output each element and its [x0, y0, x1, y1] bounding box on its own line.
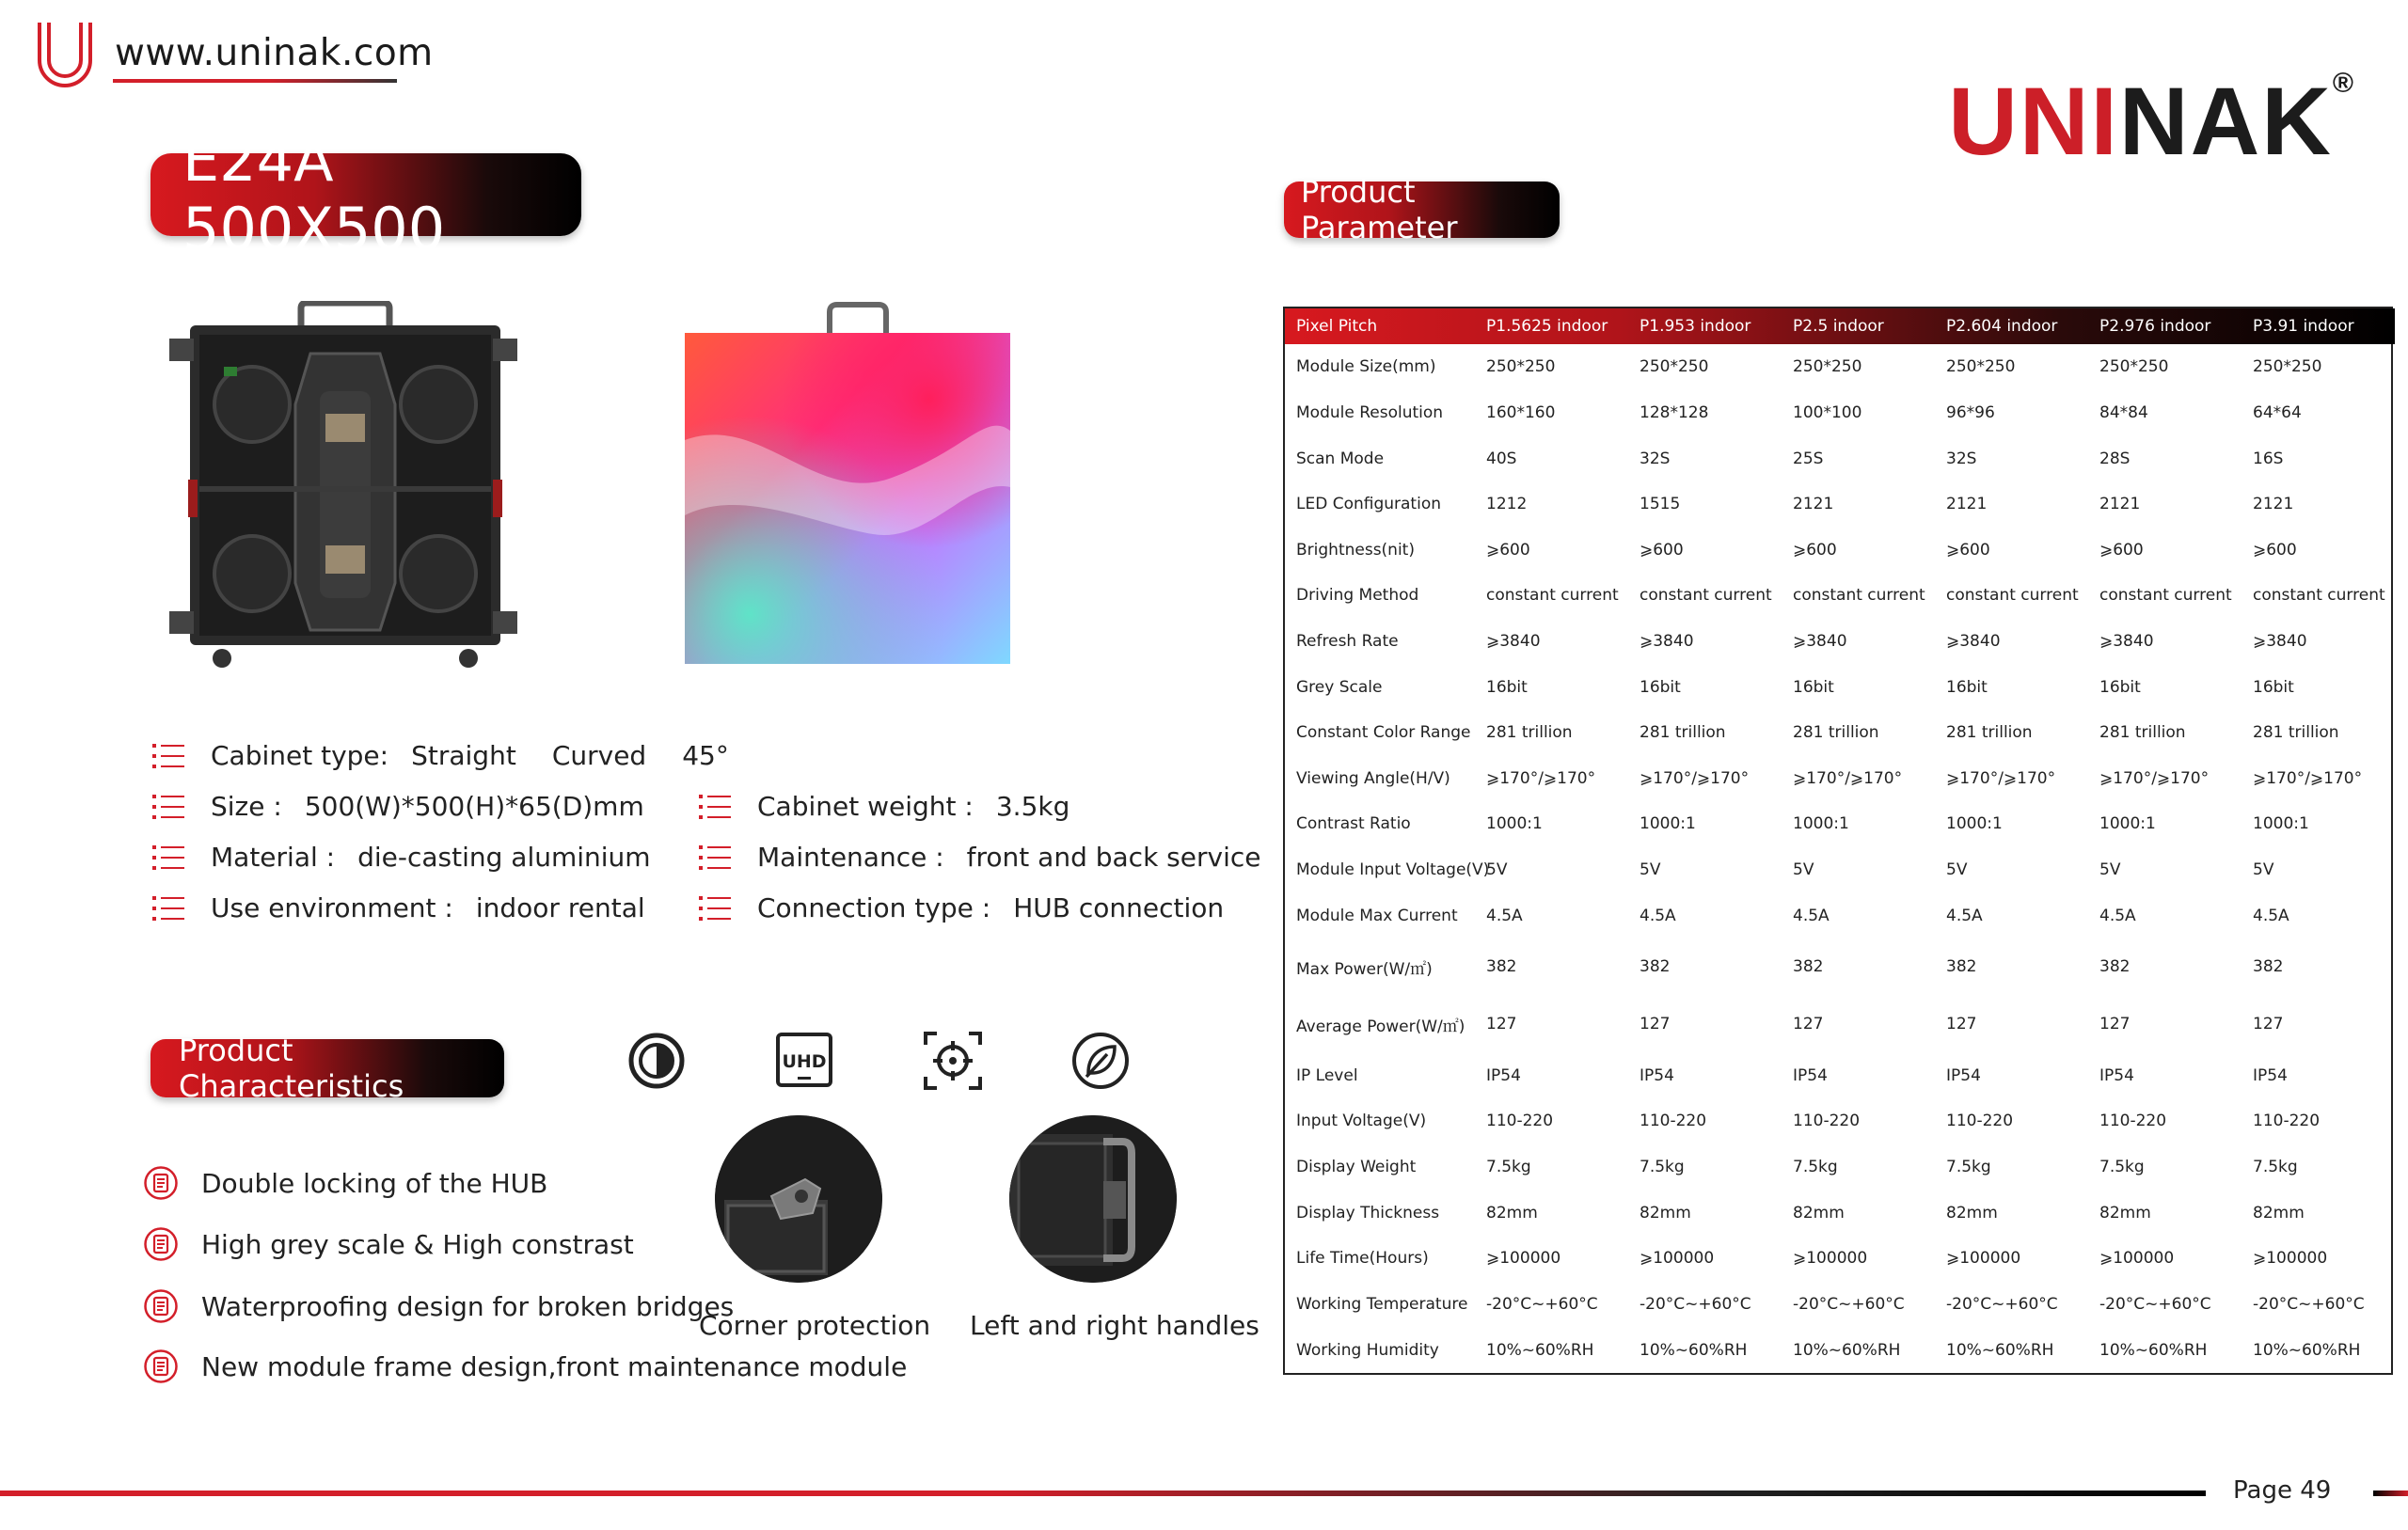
table-cell: 281 trillion [2099, 723, 2186, 743]
spec-label: Size : [211, 791, 282, 822]
row-label: Max Power(W/㎡) [1296, 959, 1433, 979]
table-cell: 32S [1640, 449, 1671, 468]
table-cell: 64*64 [2253, 402, 2302, 422]
spec-value: 45° [682, 740, 729, 771]
table-row [1285, 1190, 2395, 1236]
table-cell: 250*250 [2253, 357, 2322, 377]
table-cell: 16S [2253, 449, 2284, 468]
table-cell: 10%~60%RH [1946, 1340, 2054, 1360]
table-row [1285, 996, 2395, 1053]
table-header-cell: P3.91 indoor [2253, 317, 2354, 336]
table-cell: -20°C~+60°C [2253, 1294, 2365, 1314]
brand-logo [1948, 68, 2355, 175]
feature-text: Waterproofing design for broken bridges [201, 1290, 735, 1322]
table-cell: 82mm [2099, 1203, 2151, 1222]
row-label: Module Input Voltage(V) [1296, 860, 1490, 879]
table-cell: 16bit [2099, 677, 2141, 697]
row-label: Refresh Rate [1296, 631, 1399, 651]
table-cell: ⩾600 [1946, 540, 1990, 560]
table-row [1285, 892, 2395, 939]
table-cell: 10%~60%RH [2099, 1340, 2208, 1360]
row-label: Display Weight [1296, 1157, 1417, 1176]
table-header-cell: P2.604 indoor [1946, 317, 2058, 336]
list-icon [699, 895, 731, 922]
table-cell: 4.5A [1793, 906, 1830, 925]
spec-use-environment [152, 892, 681, 923]
table-cell: 1000:1 [1793, 814, 1849, 834]
spec-label: Maintenance : [757, 842, 944, 873]
table-cell: 16bit [2253, 677, 2294, 697]
spec-label: Material : [211, 842, 336, 873]
table-cell: ⩾600 [1486, 540, 1530, 560]
table-cell: 110-220 [1640, 1112, 1707, 1131]
table-cell: 10%~60%RH [1640, 1340, 1748, 1360]
table-cell: 1000:1 [1640, 814, 1696, 834]
table-cell: 4.5A [1486, 906, 1523, 925]
table-cell: 250*250 [1793, 357, 1862, 377]
table-cell: 127 [1640, 1015, 1671, 1034]
table-cell: 110-220 [1486, 1112, 1554, 1131]
table-cell: 250*250 [1946, 357, 2016, 377]
list-icon [152, 895, 184, 922]
product-parameter-heading: Product Parameter [1284, 181, 1560, 238]
footer-rule-end [2373, 1491, 2408, 1496]
table-cell: ⩾600 [1640, 540, 1684, 560]
table-cell: 10%~60%RH [1793, 1340, 1901, 1360]
spec-value: 3.5kg [995, 791, 1070, 822]
table-cell: 1000:1 [1486, 814, 1543, 834]
list-icon [699, 844, 731, 871]
table-row [1285, 1144, 2395, 1191]
row-label: Life Time(Hours) [1296, 1249, 1429, 1269]
table-cell: ⩾170°/⩾170° [1486, 768, 1596, 788]
table-cell: 84*84 [2099, 402, 2148, 422]
table-cell: ⩾100000 [2099, 1249, 2175, 1269]
table-row [1285, 710, 2395, 756]
table-cell: 32S [1946, 449, 1977, 468]
table-cell: 82mm [1486, 1203, 1538, 1222]
spec-value: die-casting aluminium [357, 842, 651, 873]
table-cell: ⩾100000 [2253, 1249, 2328, 1269]
table-cell: 250*250 [1486, 357, 1556, 377]
row-label: Viewing Angle(H/V) [1296, 768, 1450, 788]
table-cell: ⩾170°/⩾170° [1793, 768, 1903, 788]
spec-value: front and back service [966, 842, 1261, 873]
table-header-label: Pixel Pitch [1296, 317, 1378, 336]
page-number: Page 49 [2233, 1476, 2332, 1505]
table-cell: ⩾170°/⩾170° [2099, 768, 2210, 788]
table-cell: constant current [1793, 586, 1925, 606]
table-cell: 82mm [1793, 1203, 1845, 1222]
table-cell: ⩾600 [2099, 540, 2144, 560]
row-label: Module Resolution [1296, 402, 1444, 422]
table-cell: constant current [1640, 586, 1772, 606]
table-cell: constant current [1486, 586, 1619, 606]
table-cell: IP54 [1946, 1065, 1981, 1085]
spec-value: HUB connection [1013, 892, 1225, 923]
table-header-cell: P1.953 indoor [1640, 317, 1751, 336]
table-row [1285, 527, 2395, 573]
table-cell: 10%~60%RH [1486, 1340, 1594, 1360]
table-cell: 127 [1793, 1015, 1824, 1034]
row-label: Contrast Ratio [1296, 814, 1411, 834]
table-cell: ⩾170°/⩾170° [1946, 768, 2056, 788]
table-cell: 10%~60%RH [2253, 1340, 2361, 1360]
row-label: LED Configuration [1296, 495, 1441, 514]
table-cell: 16bit [1486, 677, 1528, 697]
table-row [1285, 755, 2395, 801]
document-badge-icon [143, 1288, 179, 1324]
table-cell: 96*96 [1946, 402, 1995, 422]
feature-text: Double locking of the HUB [201, 1167, 548, 1199]
table-cell: ⩾100000 [1946, 1249, 2021, 1269]
table-cell: 281 trillion [2253, 723, 2339, 743]
spec-value: Straight [411, 740, 516, 771]
uninak-u-logo-icon [34, 21, 96, 88]
row-label: Brightness(nit) [1296, 540, 1415, 560]
corner-protection-photo [715, 1115, 882, 1283]
table-cell: 4.5A [2099, 906, 2136, 925]
table-cell: constant current [2099, 586, 2232, 606]
cabinet-back-image [169, 301, 517, 677]
table-cell: ⩾100000 [1486, 1249, 1561, 1269]
table-cell: ⩾100000 [1640, 1249, 1715, 1269]
table-cell: 5V [2253, 860, 2274, 879]
table-cell: 2121 [2099, 495, 2141, 514]
table-header-cell: P2.976 indoor [2099, 317, 2211, 336]
list-icon [152, 743, 184, 769]
table-cell: 382 [2253, 957, 2284, 977]
spec-value: 500(W)*500(H)*65(D)mm [304, 791, 644, 822]
side-handles-caption: Left and right handles [970, 1310, 1259, 1341]
spec-maintenance [699, 842, 1296, 873]
table-cell: 281 trillion [1946, 723, 2033, 743]
table-cell: 5V [1793, 860, 1814, 879]
product-parameter-table [1283, 307, 2393, 1375]
table-cell: -20°C~+60°C [1640, 1294, 1751, 1314]
table-cell: ⩾3840 [1640, 631, 1694, 651]
table-cell: 2121 [1793, 495, 1834, 514]
table-cell: 25S [1793, 449, 1824, 468]
table-cell: 281 trillion [1486, 723, 1573, 743]
registered-mark: ® [2332, 68, 2355, 99]
leaf-icon [1071, 1032, 1130, 1090]
row-label: Display Thickness [1296, 1203, 1440, 1222]
table-cell: 127 [2099, 1015, 2131, 1034]
row-label: Working Temperature [1296, 1294, 1468, 1314]
table-row [1285, 1236, 2395, 1282]
table-cell: IP54 [1793, 1065, 1828, 1085]
table-cell: IP54 [2253, 1065, 2288, 1085]
focus-target-icon [924, 1032, 982, 1090]
feature-item [143, 1288, 734, 1324]
product-title: E24A 500X500 [150, 153, 581, 236]
table-row [1285, 481, 2395, 528]
table-cell: 1212 [1486, 495, 1528, 514]
table-header-cell: P2.5 indoor [1793, 317, 1884, 336]
table-cell: 82mm [1640, 1203, 1691, 1222]
table-cell: ⩾3840 [2099, 631, 2154, 651]
table-cell: 28S [2099, 449, 2131, 468]
table-row [1285, 1327, 2395, 1373]
list-icon [152, 794, 184, 820]
row-label: Working Humidity [1296, 1340, 1439, 1360]
table-cell: 127 [2253, 1015, 2284, 1034]
table-cell: 7.5kg [2099, 1157, 2145, 1176]
table-cell: 128*128 [1640, 402, 1709, 422]
table-cell: 16bit [1946, 677, 1988, 697]
table-cell: 4.5A [2253, 906, 2289, 925]
table-cell: constant current [1946, 586, 2079, 606]
table-cell: 281 trillion [1793, 723, 1879, 743]
table-cell: 110-220 [1946, 1112, 2014, 1131]
table-cell: 250*250 [1640, 357, 1709, 377]
footer-rule [0, 1491, 2206, 1496]
uhd-icon-text: UHD [782, 1051, 827, 1072]
table-cell: IP54 [1486, 1065, 1521, 1085]
spec-value: indoor rental [475, 892, 645, 923]
table-cell: 110-220 [2253, 1112, 2321, 1131]
feature-text: New module frame design,front maintenance module [201, 1350, 908, 1382]
feature-text: High grey scale & High constrast [201, 1228, 634, 1260]
table-header-row [1285, 308, 2395, 344]
row-label: Average Power(W/㎡) [1296, 1017, 1465, 1036]
table-cell: ⩾170°/⩾170° [2253, 768, 2363, 788]
row-label: Constant Color Range [1296, 723, 1471, 743]
spec-size [152, 791, 680, 822]
table-row [1285, 664, 2395, 710]
table-row [1285, 939, 2395, 996]
table-row [1285, 1098, 2395, 1144]
feature-item [143, 1165, 547, 1201]
table-cell: 7.5kg [1640, 1157, 1685, 1176]
table-cell: -20°C~+60°C [1793, 1294, 1905, 1314]
feature-item [143, 1226, 634, 1262]
document-badge-icon [143, 1226, 179, 1262]
table-cell: ⩾600 [2253, 540, 2297, 560]
table-cell: -20°C~+60°C [1486, 1294, 1598, 1314]
spec-label: Cabinet type: [211, 740, 389, 771]
row-label: Module Max Current [1296, 906, 1458, 925]
table-header-cell: P1.5625 indoor [1486, 317, 1608, 336]
brand-logo-dark: NAK [2118, 68, 2333, 175]
side-handles-photo [1009, 1115, 1177, 1283]
row-label: Input Voltage(V) [1296, 1112, 1427, 1131]
table-cell: 127 [1486, 1015, 1517, 1034]
product-characteristics-heading: Product Characteristics [150, 1039, 504, 1097]
table-body [1285, 344, 2395, 1373]
spec-connection-type [699, 892, 1259, 923]
row-label: Driving Method [1296, 586, 1419, 606]
table-cell: 1000:1 [2253, 814, 2309, 834]
row-label: Module Size(mm) [1296, 357, 1436, 377]
table-cell: ⩾3840 [1486, 631, 1541, 651]
table-cell: 16bit [1793, 677, 1834, 697]
table-cell: 7.5kg [1793, 1157, 1838, 1176]
table-cell: 82mm [2253, 1203, 2305, 1222]
table-cell: constant current [2253, 586, 2385, 606]
table-cell: ⩾3840 [1793, 631, 1847, 651]
table-cell: 160*160 [1486, 402, 1556, 422]
table-cell: 5V [1640, 860, 1661, 879]
table-cell: IP54 [2099, 1065, 2134, 1085]
document-badge-icon [143, 1165, 179, 1201]
feature-item [143, 1349, 907, 1384]
table-cell: 382 [1946, 957, 1977, 977]
spec-value: Curved [551, 740, 647, 771]
table-cell: 7.5kg [1486, 1157, 1531, 1176]
website-url[interactable]: www.uninak.com [115, 32, 434, 74]
table-cell: 16bit [1640, 677, 1681, 697]
table-cell: ⩾100000 [1793, 1249, 1868, 1269]
table-cell: 1000:1 [1946, 814, 2003, 834]
table-cell: 281 trillion [1640, 723, 1726, 743]
spec-label: Cabinet weight : [757, 791, 974, 822]
url-underline [113, 79, 397, 83]
spec-label: Connection type : [757, 892, 991, 923]
table-cell: 7.5kg [1946, 1157, 1991, 1176]
table-cell: 7.5kg [2253, 1157, 2298, 1176]
table-cell: ⩾600 [1793, 540, 1837, 560]
contrast-icon [627, 1032, 686, 1090]
table-cell: 40S [1486, 449, 1517, 468]
spec-cabinet-type [152, 740, 765, 771]
table-cell: 2121 [2253, 495, 2294, 514]
table-cell: 382 [1793, 957, 1824, 977]
row-label: IP Level [1296, 1065, 1358, 1085]
table-cell: 100*100 [1793, 402, 1862, 422]
table-row [1285, 390, 2395, 436]
table-cell: 1000:1 [2099, 814, 2156, 834]
table-row [1285, 344, 2395, 390]
corner-protection-caption: Corner protection [699, 1310, 931, 1341]
table-cell: 5V [2099, 860, 2121, 879]
table-cell: 2121 [1946, 495, 1988, 514]
spec-material [152, 842, 687, 873]
table-cell: 382 [1640, 957, 1671, 977]
table-row [1285, 1282, 2395, 1328]
table-cell: 110-220 [2099, 1112, 2167, 1131]
table-cell: 250*250 [2099, 357, 2169, 377]
list-icon [152, 844, 184, 871]
table-row [1285, 619, 2395, 665]
table-cell: 382 [1486, 957, 1517, 977]
table-row [1285, 435, 2395, 481]
spec-label: Use environment : [211, 892, 453, 923]
document-badge-icon [143, 1349, 179, 1384]
brand-logo-red: UNI [1948, 68, 2119, 175]
table-cell: 1515 [1640, 495, 1681, 514]
table-cell: IP54 [1640, 1065, 1674, 1085]
table-row [1285, 573, 2395, 619]
row-label: Grey Scale [1296, 677, 1383, 697]
table-cell: 4.5A [1946, 906, 1983, 925]
table-cell: 5V [1486, 860, 1508, 879]
table-cell: ⩾3840 [1946, 631, 2001, 651]
table-cell: 82mm [1946, 1203, 1998, 1222]
uhd-icon [775, 1032, 833, 1090]
table-row [1285, 801, 2395, 847]
table-cell: 127 [1946, 1015, 1977, 1034]
table-cell: 5V [1946, 860, 1968, 879]
spec-cabinet-weight [699, 791, 1105, 822]
list-icon [699, 794, 731, 820]
cabinet-front-display-image [685, 299, 1010, 664]
table-row [1285, 847, 2395, 893]
row-label: Scan Mode [1296, 449, 1385, 468]
table-cell: -20°C~+60°C [2099, 1294, 2211, 1314]
table-cell: 110-220 [1793, 1112, 1861, 1131]
table-cell: ⩾3840 [2253, 631, 2307, 651]
table-cell: 4.5A [1640, 906, 1676, 925]
table-row [1285, 1052, 2395, 1098]
table-cell: 382 [2099, 957, 2131, 977]
table-cell: -20°C~+60°C [1946, 1294, 2058, 1314]
table-cell: ⩾170°/⩾170° [1640, 768, 1750, 788]
